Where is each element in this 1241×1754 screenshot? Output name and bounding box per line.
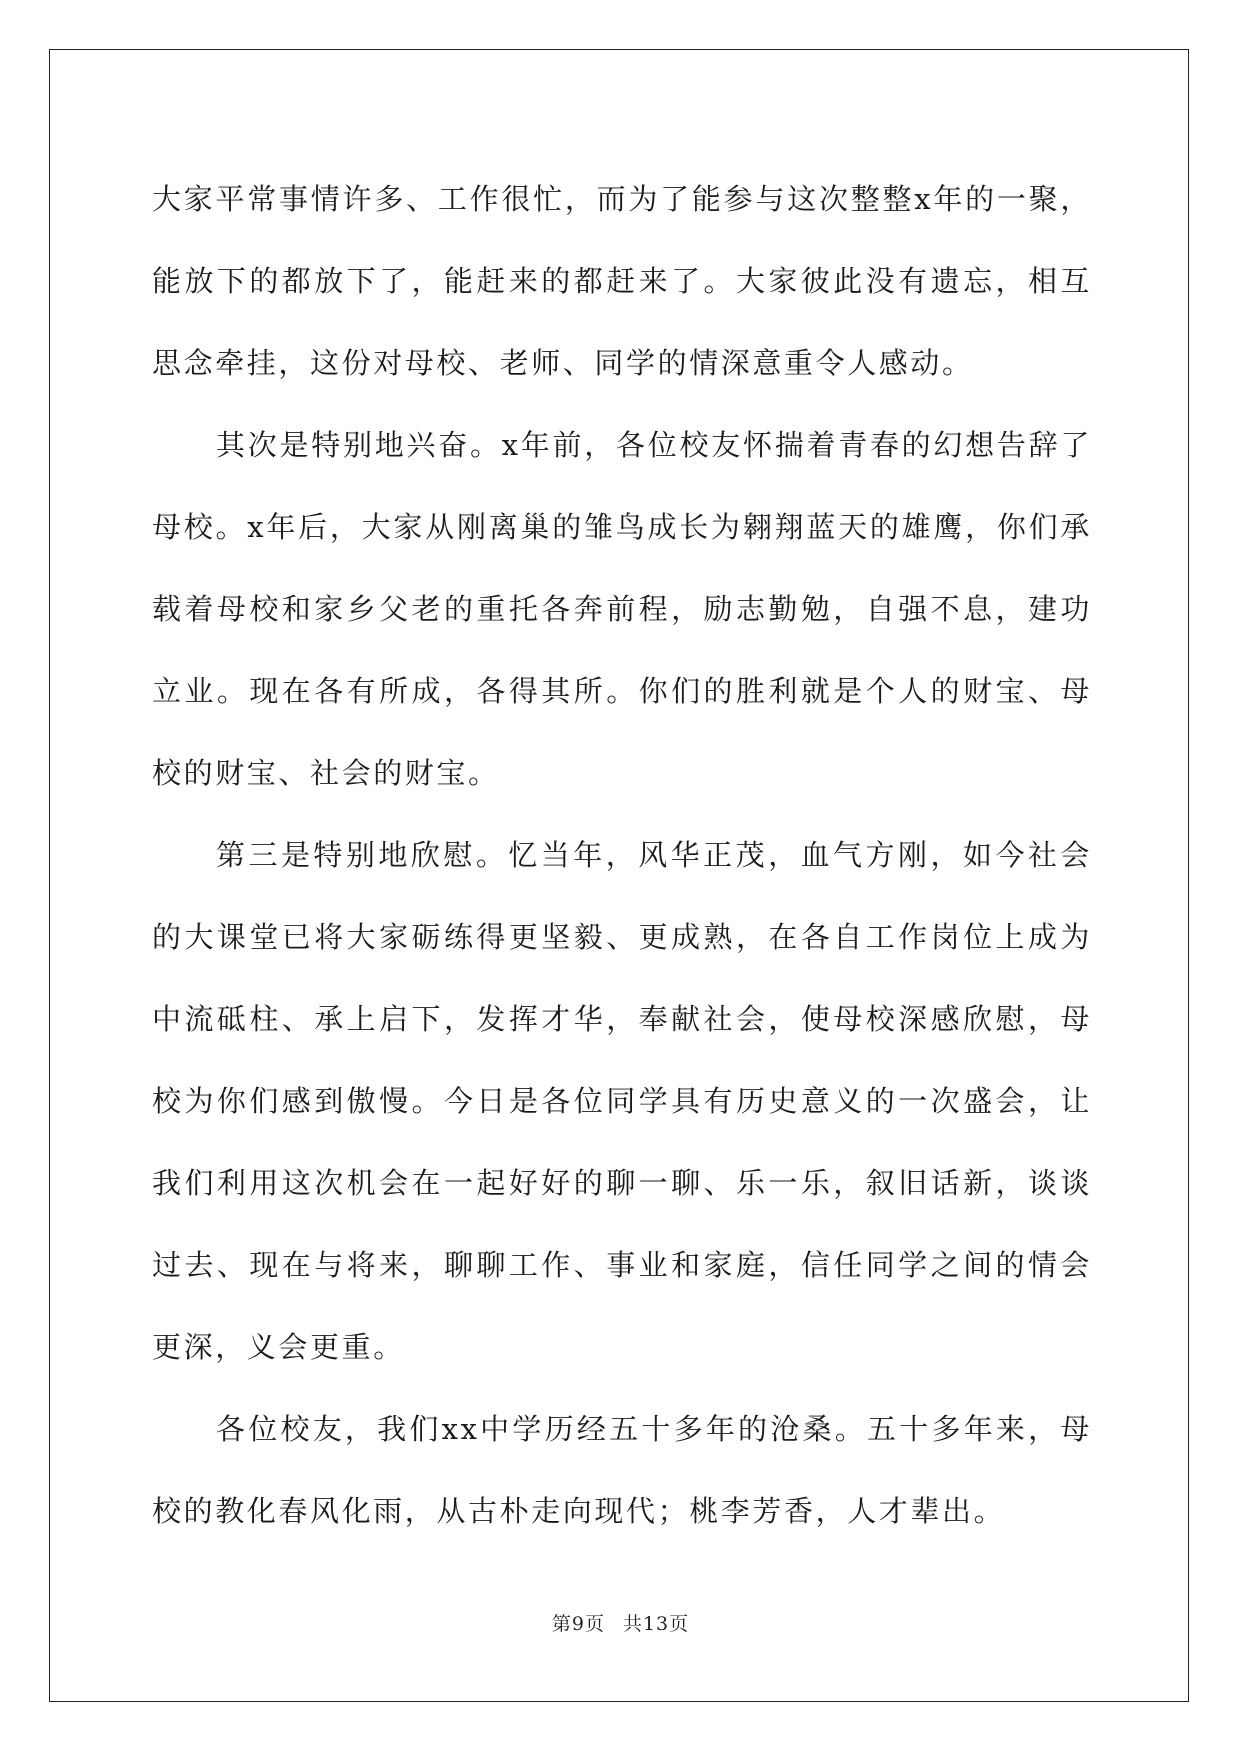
paragraph-1: 大家平常事情许多、工作很忙，而为了能参与这次整整x年的一聚，能放下的都放下了，能赶来的都赶来了。大家彼此没有遗忘，相互思念牵挂，这份对母校、老师、同学的情深意重令人感动。 <box>152 182 1092 380</box>
document-body <box>152 158 1092 1552</box>
paragraph-2: 其次是特别地兴奋。x年前，各位校友怀揣着青春的幻想告辞了母校。x年后，大家从刚离巢的雏鸟成长为翱翔蓝天的雄鹰，你们承载着母校和家乡父老的重托各奔前程，励志勤勉，自强不息，建功立业。现在各有所成，各得其所。你们的胜利就是个人的财宝、母校的财宝、社会的财宝。 <box>152 428 1092 790</box>
paragraph-4: 各位校友，我们xx中学历经五十多年的沧桑。五十多年来，母校的教化春风化雨，从古朴走向现代；桃李芳香，人才辈出。 <box>152 1412 1092 1528</box>
paragraph-3: 第三是特别地欣慰。忆当年，风华正茂，血气方刚，如今社会的大课堂已将大家砺练得更坚毅、更成熟，在各自工作岗位上成为中流砥柱、承上启下，发挥才华，奉献社会，使母校深感欣慰，母校为你们感到傲慢。今日是各位同学具有历史意义的一次盛会，让我们利用这次机会在一起好好的聊一聊、乐一乐，叙旧话新，谈谈过去、现在与将来，聊聊工作、事业和家庭，信任同学之间的情会更深，义会更重。 <box>152 838 1092 1364</box>
page-total: 共13页 <box>622 1613 690 1635</box>
page-footer <box>0 1609 1241 1636</box>
page-number: 第9页 <box>551 1613 605 1635</box>
